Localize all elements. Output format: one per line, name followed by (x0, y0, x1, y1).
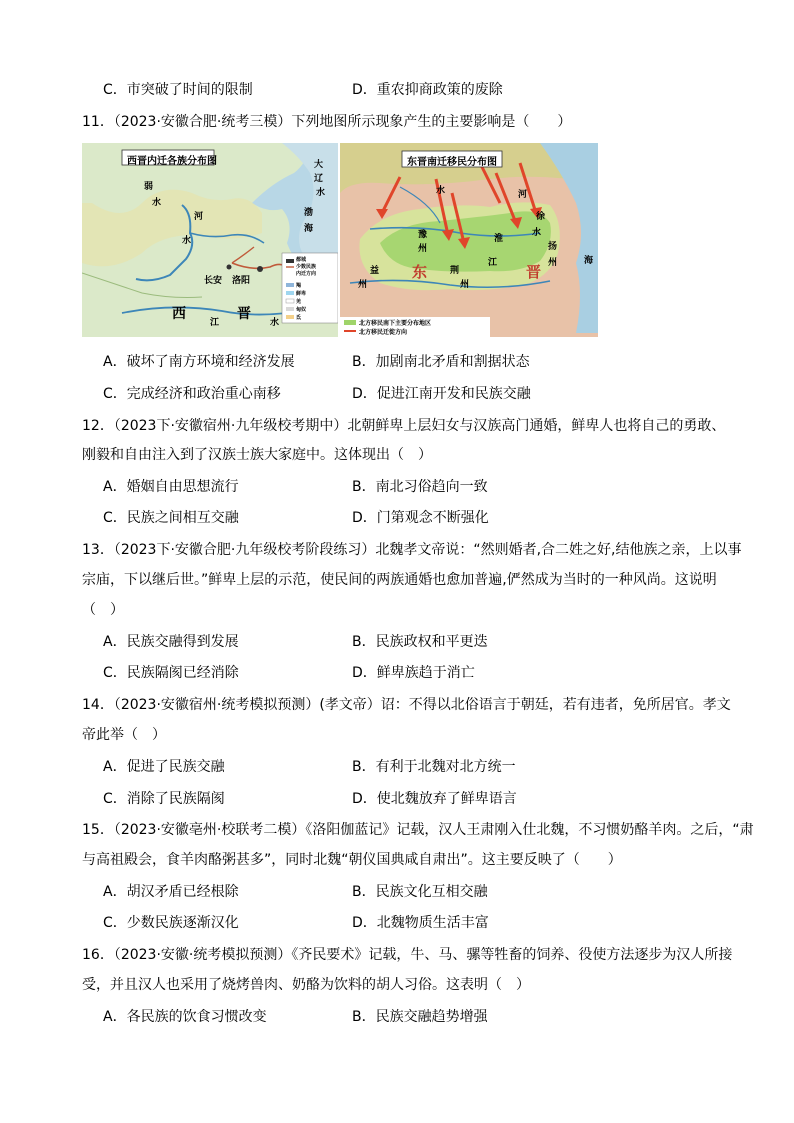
q15-stem: 与高祖殿会，食羊肉酪粥甚多”，同时北魏“朝仪国典咸自肃出”。这主要反映了（ ） (82, 852, 622, 868)
map-right-label: 江 (488, 258, 498, 268)
q16-stem: 16．（2023·安徽·统考模拟预测）《齐民要术》记载，牛、马、骡等牲畜的饲养、役使方法逐步为汉人所接 (82, 947, 733, 963)
q15-option-d: D．北魏物质生活丰富 (352, 915, 489, 931)
map-left-legend: 少数民族 (296, 264, 317, 270)
map-right-label: 州 (548, 258, 558, 268)
q10-option-d: D．重农抑商政策的废除 (352, 82, 503, 98)
map-left-legend: 都城 (296, 257, 307, 263)
map-left-legend: 羯 (296, 283, 302, 289)
map-left-label: 西 (172, 306, 186, 322)
map-right-label: 水 (532, 228, 542, 238)
q13-option-b: B．民族政权和平更迭 (352, 634, 488, 650)
q15-option-a: A．胡汉矛盾已经根除 (103, 884, 239, 900)
map-right-label: 晋 (526, 263, 542, 281)
map-left-label: 长安 (204, 276, 223, 286)
map-right-label: 淮 (494, 234, 504, 244)
q13-option-a: A．民族交融得到发展 (103, 634, 239, 650)
q16-stem: 受，并且汉人也采用了烧烤兽肉、奶酪为饮料的胡人习俗。这表明（ ） (82, 977, 530, 993)
q13-option-c: C．民族隔阂已经消除 (103, 665, 239, 681)
q15-stem: 15．（2023·安徽亳州·校联考二模）《洛阳伽蓝记》记载，汉人王肃刚入仕北魏，不习惯奶酪羊肉。之后，“肃 (82, 822, 754, 838)
map-left-legend: 内迁方向 (296, 271, 317, 277)
map-left-title: 西晋内迁各族分布图 (127, 156, 217, 167)
q14-option-a: A．促进了民族交融 (103, 759, 225, 775)
q13-stem: 宗庙，下以继后世。”鲜卑上层的示范，使民间的两族通婚也愈加普遍,俨然成为当时的一种风尚。这说明 (82, 572, 717, 588)
map-right-label: 州 (418, 244, 428, 254)
q11-option-a: A．破坏了南方环境和经济发展 (103, 354, 295, 370)
map-right-legend: 北方移民南下主要分布地区 (359, 320, 432, 327)
map-western-jin (82, 143, 338, 337)
map-right-label: 水 (436, 186, 446, 196)
map-right-label: 豫 (418, 230, 428, 240)
q14-stem: 14．（2023·安徽宿州·统考模拟预测）(孝文帝）诏：不得以北俗语言于朝廷，若有违者，免所居官。孝文 (82, 697, 731, 713)
q14-stem: 帝此举（ ） (82, 727, 166, 743)
map-left-label: 河 (194, 212, 204, 222)
q12-stem: 12．（2023下·安徽宿州·九年级校考期中）北朝鲜卑上层妇女与汉族高门通婚，鲜卑人也将自己的勇敢、 (82, 418, 726, 434)
q14-option-c: C．消除了民族隔阂 (103, 791, 225, 807)
map-eastern-jin (340, 143, 598, 337)
q14-option-b: B．有利于北魏对北方统一 (352, 759, 516, 775)
q16-option-a: A．各民族的饮食习惯改变 (103, 1009, 267, 1025)
q15-option-b: B．民族文化互相交融 (352, 884, 488, 900)
map-left-label: 洛阳 (232, 276, 251, 286)
map-left-label: 水 (152, 198, 162, 208)
q13-stem: （ ） (82, 602, 124, 618)
map-left-legend: 氐 (296, 315, 302, 321)
map-right-title: 东晋南迁移民分布图 (407, 157, 497, 168)
map-left-legend: 羌 (296, 299, 302, 305)
map-left-label: 水 (270, 318, 280, 328)
map-left-label: 水 (182, 236, 192, 246)
map-left-legend: 匈奴 (296, 307, 307, 313)
q14-option-d: D．使北魏放弃了鲜卑语言 (352, 791, 517, 807)
q12-option-b: B．南北习俗趋向一致 (352, 479, 488, 495)
map-right-label: 徐 (536, 212, 546, 222)
map-left-legend: 鲜卑 (296, 291, 307, 297)
map-left-label: 江 (210, 318, 220, 328)
q12-stem: 刚毅和自由注入到了汉族士族大家庭中。这体现出（ ） (82, 447, 432, 463)
map-left-label: 海 (304, 224, 314, 234)
map-right-label: 扬 (548, 242, 558, 252)
q11-option-d: D．促进江南开发和民族交融 (352, 386, 531, 402)
q15-option-c: C．少数民族逐渐汉化 (103, 915, 239, 931)
map-right-label: 荆 (450, 266, 460, 276)
q11-option-c: C．完成经济和政治重心南移 (103, 386, 281, 402)
q13-stem: 13．（2023下·安徽合肥·九年级校考阶段练习）北魏孝文帝说：“然则婚者,合二姓之好,结他族之亲，上以事 (82, 542, 742, 558)
map-left-label: 辽 (314, 174, 324, 184)
map-right-label: 州 (358, 280, 368, 290)
q12-option-c: C．民族之间相互交融 (103, 510, 239, 526)
map-left-label: 渤 (304, 208, 314, 218)
map-right-label: 河 (518, 190, 528, 200)
map-left-label: 大 (314, 160, 324, 170)
map-left-label: 晋 (237, 306, 251, 322)
q16-option-b: B．民族交融趋势增强 (352, 1009, 488, 1025)
q11-option-b: B．加剧南北矛盾和割据状态 (352, 354, 530, 370)
map-right-label: 州 (460, 280, 470, 290)
q11-stem: 11．（2023·安徽合肥·统考三模）下列地图所示现象产生的主要影响是（ ） (82, 114, 572, 130)
map-right-label: 益 (370, 266, 380, 276)
map-left-label: 水 (316, 188, 326, 198)
map-right-label: 海 (584, 256, 594, 266)
q12-option-d: D．门第观念不断强化 (352, 510, 489, 526)
map-right-legend: 北方移民迁徙方向 (359, 329, 408, 336)
q10-option-c: C．市突破了时间的限制 (103, 82, 253, 98)
q11-maps (82, 143, 598, 337)
q12-option-a: A．婚姻自由思想流行 (103, 479, 239, 495)
map-right-label: 东 (412, 263, 428, 281)
map-left-label: 弱 (144, 182, 154, 192)
q13-option-d: D．鲜卑族趋于消亡 (352, 665, 475, 681)
